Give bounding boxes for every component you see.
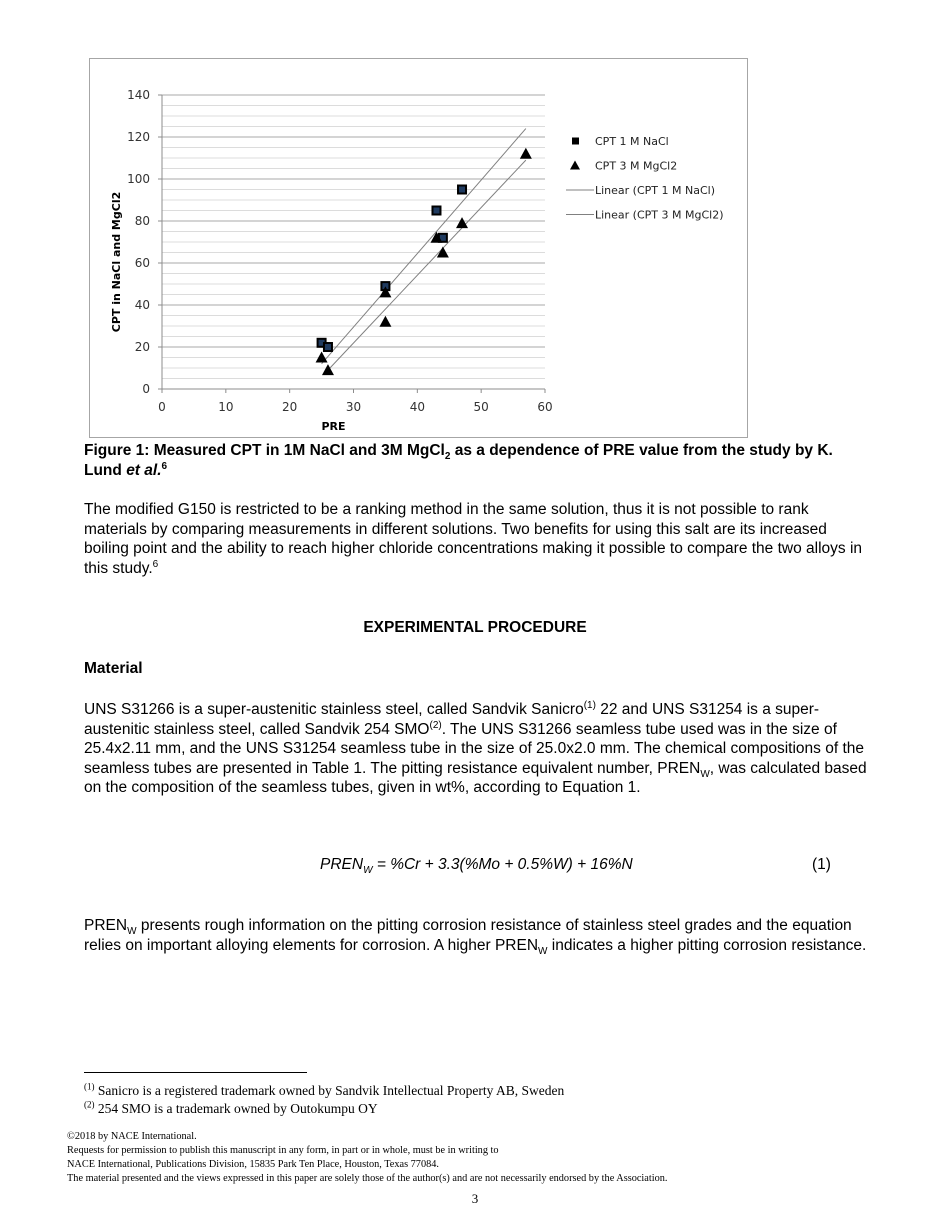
x-tick-label: 40 bbox=[409, 400, 425, 414]
x-tick-label: 50 bbox=[473, 400, 489, 414]
y-tick-label: 20 bbox=[134, 340, 150, 354]
y-tick-label: 140 bbox=[127, 88, 150, 102]
para2-text-4: , was calculated based on the composition of the seamless tubes, given in wt%, according to Equation 1. bbox=[84, 759, 867, 797]
copyright-line: ©2018 by NACE International. bbox=[67, 1131, 197, 1142]
equation-lhs: PREN bbox=[320, 856, 364, 873]
para3-sub-2: W bbox=[538, 945, 548, 957]
para2-text-2: 22 and UNS S31254 is a super-austenitic stainless steel, called Sandvik 254 SMO bbox=[84, 701, 820, 738]
equation-number: (1) bbox=[812, 856, 831, 873]
section-heading: EXPERIMENTAL PROCEDURE bbox=[363, 619, 587, 636]
x-tick-label: 30 bbox=[345, 400, 362, 414]
footnote-rule bbox=[84, 1072, 307, 1073]
para3-text-3: indicates a higher pitting corrosion resistance. bbox=[547, 936, 867, 954]
footnote-2-text: 254 SMO is a trademark owned by Outokumpu OY bbox=[94, 1101, 378, 1116]
page-number: 3 bbox=[471, 1191, 479, 1206]
footnote-2-mark: (2) bbox=[84, 1099, 95, 1110]
para3-text-1: PREN bbox=[84, 917, 128, 934]
y-axis-label: CPT in NaCl and MgCl2 bbox=[110, 191, 123, 333]
square-marker bbox=[431, 206, 441, 216]
copyright-line: Requests for permission to publish this manuscript in any form, in part or in whole, must be in writing to bbox=[67, 1145, 499, 1156]
triangle-marker bbox=[456, 217, 468, 228]
legend-label: Linear (CPT 3 M MgCl2) bbox=[595, 208, 724, 222]
x-tick-label: 60 bbox=[537, 400, 553, 414]
x-tick-label: 20 bbox=[282, 400, 298, 414]
figure-1-chart bbox=[89, 58, 748, 438]
y-tick-label: 40 bbox=[134, 298, 150, 312]
footnote-1 bbox=[84, 1082, 564, 1100]
para2-sup-2: (2) bbox=[429, 719, 442, 731]
y-tick-label: 0 bbox=[142, 382, 150, 396]
paragraph-material bbox=[84, 700, 874, 798]
caption-mid: as a dependence of PRE value from the study by K. Lund bbox=[84, 442, 833, 479]
copyright-line: NACE International, Publications Division, 15835 Park Ten Place, Houston, Texas 77084. bbox=[67, 1159, 439, 1170]
square-inner bbox=[459, 187, 465, 193]
chart-svg bbox=[90, 59, 747, 437]
para2-sup-1: (1) bbox=[583, 699, 596, 711]
x-axis-label: PRE bbox=[321, 420, 346, 433]
caption-ref: 6 bbox=[161, 460, 168, 472]
legend-triangle-swatch bbox=[570, 161, 580, 170]
para3-sub-1: W bbox=[127, 926, 137, 938]
legend-label: CPT 1 M NaCl bbox=[595, 135, 669, 148]
para1-ref: 6 bbox=[152, 558, 159, 570]
y-tick-label: 60 bbox=[134, 256, 150, 270]
square-inner bbox=[325, 344, 331, 350]
subheading-material: Material bbox=[84, 660, 143, 677]
para2-text-3: . The UNS S31266 seamless tube used was in the size of 25.4x2.11 mm, and the UNS S31254 seamless tube in the size of 25.0x2.0 mm. The chemical compositions of the seamless tubes are presented in Table 1. The pitting resistance equivalent number, PREN bbox=[84, 720, 865, 777]
para2-sub-3: W bbox=[700, 768, 710, 780]
legend-square-swatch bbox=[572, 138, 579, 145]
x-tick-label: 10 bbox=[218, 400, 234, 414]
x-tick-label: 0 bbox=[158, 400, 166, 414]
caption-etal: et al. bbox=[126, 462, 162, 479]
para3-text-2: presents rough information on the pitting corrosion resistance of stainless steel grades and the equation relies on important alloying elements for corrosion. A higher PREN bbox=[84, 917, 852, 954]
trendline bbox=[328, 160, 526, 370]
triangle-marker bbox=[316, 352, 328, 363]
y-tick-label: 100 bbox=[127, 172, 150, 186]
copyright-line: The material presented and the views expressed in this paper are solely those of the author(s) and are not necessarily endorsed by the Association. bbox=[67, 1173, 668, 1184]
triangle-marker bbox=[520, 148, 532, 159]
caption-sub: 2 bbox=[444, 451, 451, 463]
footnote-1-text: Sanicro is a registered trademark owned by Sandvik Intellectual Property AB, Sweden bbox=[94, 1083, 565, 1098]
para1-text: The modified G150 is restricted to be a ranking method in the same solution, thus it is not possible to rank materials by comparing measurements in different solutions. Two benefits for using this salt are its increased boiling point and the ability to reach higher chloride concentrations making it possible to compare the two alloys in this study. bbox=[84, 501, 863, 577]
equation-1 bbox=[320, 856, 633, 877]
square-marker bbox=[323, 342, 333, 352]
figure-caption bbox=[84, 441, 874, 481]
square-inner bbox=[433, 208, 439, 214]
equation-lhs-sub: W bbox=[363, 865, 373, 877]
para2-text-1: UNS S31266 is a super-austenitic stainless steel, called Sandvik Sanicro bbox=[84, 701, 584, 718]
caption-lead: Figure 1: Measured CPT in 1M NaCl and 3M MgCl bbox=[84, 442, 445, 459]
equation-rhs: = %Cr + 3.3(%Mo + 0.5%W) + 16%N bbox=[372, 856, 633, 873]
triangle-marker bbox=[379, 316, 391, 327]
copyright-block bbox=[67, 1130, 667, 1186]
legend-label: Linear (CPT 1 M NaCl) bbox=[595, 184, 715, 197]
trendline bbox=[322, 129, 526, 364]
square-marker bbox=[457, 185, 467, 195]
footnote-1-mark: (1) bbox=[84, 1081, 95, 1092]
paragraph-g150 bbox=[84, 500, 874, 578]
legend-label: CPT 3 M MgCl2 bbox=[595, 159, 678, 173]
y-tick-label: 80 bbox=[134, 214, 150, 228]
footnote-2 bbox=[84, 1100, 378, 1118]
paragraph-pren bbox=[84, 916, 874, 955]
y-tick-label: 120 bbox=[127, 130, 150, 144]
